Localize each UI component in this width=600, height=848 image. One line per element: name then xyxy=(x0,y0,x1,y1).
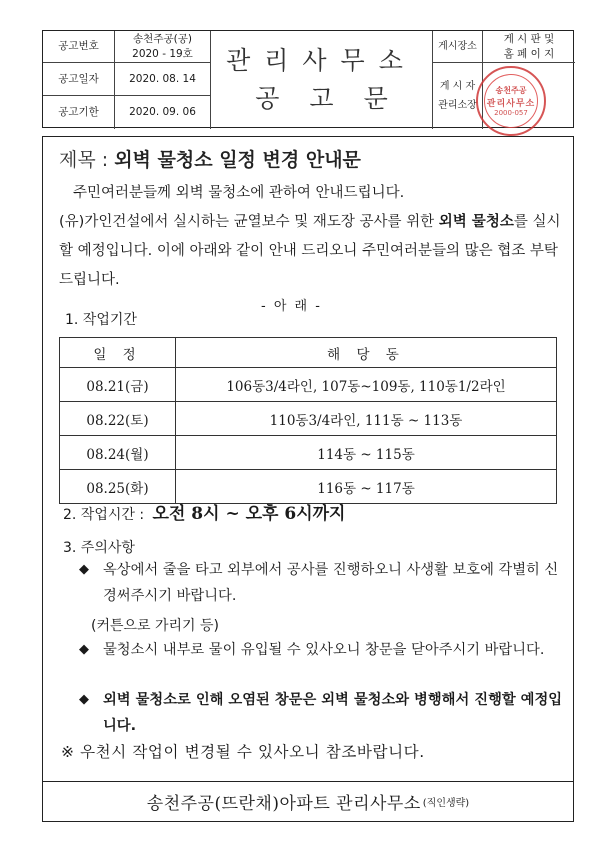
schedule-header-row xyxy=(60,338,557,368)
notice-body xyxy=(42,136,574,782)
table-row xyxy=(60,402,557,436)
notice-number-value-line2: 2020 - 19호 xyxy=(132,47,193,60)
post-place-value xyxy=(483,31,575,63)
title-text: 외벽 물청소 일정 변경 안내문 xyxy=(114,149,361,171)
intro-line2-bold: 외벽 물청소 xyxy=(438,214,514,230)
caution-item-3 xyxy=(79,687,565,739)
intro-line2-pre: (유)가인건설에서 실시하는 균열보수 및 재도장 공사를 위한 xyxy=(59,214,439,230)
seal-line2: 관리사무소 xyxy=(486,99,536,109)
diamond-bullet-icon: ◆ xyxy=(79,692,89,707)
poster-label: 게 시 자 xyxy=(439,80,476,92)
signature-text: 송천주공(뜨란채)아파트 관리사무소 xyxy=(146,794,421,814)
work-time xyxy=(63,499,345,524)
notice-deadline-label: 공고기한 xyxy=(43,96,115,129)
schedule-buildings: 114동 ~ 115동 xyxy=(176,436,557,470)
seal-line3: 2000-057 xyxy=(494,109,528,117)
post-place-label: 게시장소 xyxy=(433,31,483,63)
official-seal-stamp xyxy=(476,66,546,136)
caution-text-3: 외벽 물청소로 인해 오염된 창문은 외벽 물청소와 병행해서 진행할 예정입니다. xyxy=(103,692,563,734)
notice-date-value: 2020. 08. 14 xyxy=(115,63,211,96)
schedule-buildings: 110동3/4라인, 111동 ~ 113동 xyxy=(176,402,557,436)
intro-paragraph xyxy=(59,179,563,295)
office-title xyxy=(211,31,433,129)
schedule-date: 08.21(금) xyxy=(60,368,176,402)
rain-footnote: ※ 우천시 작업이 변경될 수 있사오니 참조바랍니다. xyxy=(61,743,425,761)
office-title-line1: 관리사무소 xyxy=(226,46,417,76)
title-label: 제목 : xyxy=(59,149,109,171)
seal-line1: 송천주공 xyxy=(495,86,527,95)
intro-line1: 주민여러분들께 외벽 물청소에 관하여 안내드립니다. xyxy=(73,185,405,201)
section1-label: 1. 작업기간 xyxy=(65,312,137,328)
intro-line2 xyxy=(59,208,563,295)
notice-deadline-value: 2020. 09. 06 xyxy=(115,96,211,129)
schedule-table xyxy=(59,337,557,504)
signature-footer xyxy=(42,782,574,822)
diamond-bullet-icon: ◆ xyxy=(79,642,89,657)
notice-title xyxy=(59,145,361,172)
post-place-value-line1: 게 시 판 및 xyxy=(503,33,555,46)
notice-number-value-line1: 송천주공(공) xyxy=(133,33,192,46)
schedule-header-buildings: 해 당 동 xyxy=(176,338,557,368)
post-place-value-line2: 홈 페 이 지 xyxy=(503,47,555,60)
section3-label: 3. 주의사항 xyxy=(63,540,135,556)
schedule-buildings: 116동 ~ 117동 xyxy=(176,470,557,504)
diamond-bullet-icon: ◆ xyxy=(79,562,89,577)
poster-value: 관리소장 xyxy=(438,100,477,111)
work-time-label: 2. 작업시간 : xyxy=(63,507,145,523)
table-row xyxy=(60,436,557,470)
office-title-line2: 공고문 xyxy=(255,84,418,113)
notice-number-value xyxy=(115,31,211,63)
schedule-buildings: 106동3/4라인, 107동~109동, 110동1/2라인 xyxy=(176,368,557,402)
seal-omitted-note: (직인생략) xyxy=(422,798,470,809)
intro-line2-post: 를 실시할 예정입니다. 이에 아래와 같이 안내 드리오니 주민여러분들의 많은 협조 부탁드립니다. xyxy=(59,214,561,288)
notice-number-label: 공고번호 xyxy=(43,31,115,63)
caution-text-1: 옥상에서 줄을 타고 외부에서 공사를 진행하오니 사생활 보호에 각별히 신경써주시기 바랍니다. xyxy=(103,562,559,604)
caution-item-2 xyxy=(79,637,565,663)
notice-date-label: 공고일자 xyxy=(43,63,115,96)
schedule-date: 08.22(토) xyxy=(60,402,176,436)
schedule-date: 08.25(화) xyxy=(60,470,176,504)
seal-inner-ring xyxy=(484,74,538,128)
table-row xyxy=(60,368,557,402)
caution-text-2: 물청소시 내부로 물이 유입될 수 있사오니 창문을 닫아주시기 바랍니다. xyxy=(103,642,545,658)
caution-item-1 xyxy=(79,557,565,609)
schedule-date: 08.24(월) xyxy=(60,436,176,470)
below-marker: - 아 래 - xyxy=(261,299,322,314)
work-time-value: 오전 8시 ~ 오후 6시까지 xyxy=(152,504,346,524)
schedule-header-date: 일 정 xyxy=(60,338,176,368)
caution-note-1: (커튼으로 가리기 등) xyxy=(91,618,220,634)
